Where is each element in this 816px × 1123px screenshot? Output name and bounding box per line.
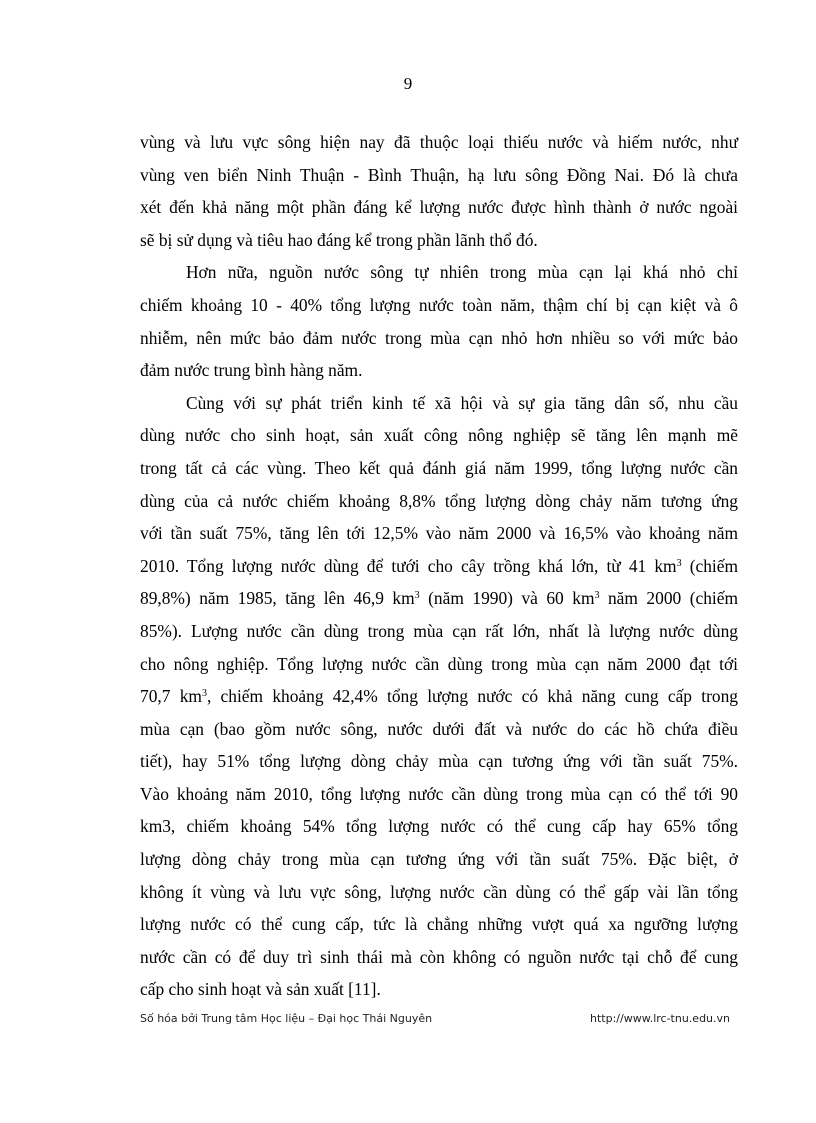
footer-credit: Số hóa bởi Trung tâm Học liệu – Đại học Thái Nguyên (140, 1012, 433, 1025)
text-line: cấp cho sinh hoạt và sản xuất [11]. (140, 979, 381, 1000)
superscript: 3 (676, 557, 682, 569)
text-line: với tần suất 75%, tăng lên tới 12,5% vào năm 2000 và 16,5% vào khoảng năm (140, 523, 738, 544)
text-line: mùa cạn (bao gồm nước sông, nước dưới đất và nước do các hồ chứa điều (140, 718, 738, 739)
text-line: sẽ bị sử dụng và tiêu hao đáng kể trong phần lãnh thổ đó. (140, 229, 538, 250)
paragraph (140, 126, 738, 256)
text-line: trong tất cả các vùng. Theo kết quả đánh giá năm 1999, tổng lượng nước cần (140, 457, 738, 478)
text-line: đảm nước trung bình hàng năm. (140, 360, 363, 381)
text-line: vùng và lưu vực sông hiện nay đã thuộc loại thiếu nước và hiếm nước, như (140, 132, 738, 152)
text-line: dùng của cả nước chiếm khoảng 8,8% tổng lượng dòng chảy năm tương ứng (140, 490, 738, 511)
superscript: 3 (414, 590, 420, 602)
page-footer (140, 1012, 730, 1025)
superscript: 3 (201, 688, 207, 700)
text-line (140, 550, 738, 583)
paragraph (140, 256, 738, 386)
footer-url: http://www.lrc-tnu.edu.vn (590, 1012, 730, 1025)
text-line (140, 680, 738, 713)
paragraph (140, 387, 738, 1006)
text-run: , chiếm khoảng 42,4% tổng lượng nước có khả năng cung cấp trong (206, 686, 738, 707)
text-line: xét đến khả năng một phần đáng kể lượng nước được hình thành ở nước ngoài (140, 197, 738, 218)
text-run: 89,8%) năm 1985, tăng lên 46,9 km (140, 588, 415, 609)
page-number: 9 (403, 74, 413, 93)
text-line: dùng nước cho sinh hoạt, sản xuất công nông nghiệp sẽ tăng lên mạnh mẽ (140, 425, 738, 446)
text-run: 70,7 km (140, 686, 202, 707)
body-text (140, 126, 738, 1006)
text-line: nước cần có để duy trì sinh thái mà còn không có nguồn nước tại chỗ để cung (140, 946, 738, 967)
text-line: tiết), hay 51% tổng lượng dòng chảy mùa cạn tương ứng với tần suất 75%. (140, 751, 738, 772)
text-line: lượng nước có thể cung cấp, tức là chẳng những vượt quá xa ngưỡng lượng (140, 914, 738, 935)
text-line: Vào khoảng năm 2010, tổng lượng nước cần dùng trong mùa cạn có thể tới 90 (140, 783, 738, 804)
text-run: năm 2000 (chiếm (599, 588, 738, 609)
text-line: km3, chiếm khoảng 54% tổng lượng nước có thể cung cấp hay 65% tổng (140, 816, 738, 837)
text-line: 85%). Lượng nước cần dùng trong mùa cạn rất lớn, nhất là lượng nước dùng (140, 620, 738, 641)
text-run: (năm 1990) và 60 km (419, 588, 595, 609)
text-line: Hơn nữa, nguồn nước sông tự nhiên trong mùa cạn lại khá nhỏ chỉ (186, 262, 738, 283)
text-run: (chiếm (681, 555, 738, 576)
text-line: không ít vùng và lưu vực sông, lượng nước cần dùng có thể gấp vài lần tổng (140, 881, 738, 902)
text-line: chiếm khoảng 10 - 40% tổng lượng nước toàn năm, thậm chí bị cạn kiệt và ô (140, 294, 738, 315)
text-run: 2010. Tổng lượng nước dùng để tưới cho cây trồng khá lớn, từ 41 km (140, 555, 677, 576)
text-line (140, 582, 738, 615)
superscript: 3 (594, 590, 600, 602)
text-line: cho nông nghiệp. Tổng lượng nước cần dùng trong mùa cạn năm 2000 đạt tới (140, 653, 738, 674)
text-line: nhiễm, nên mức bảo đảm nước trong mùa cạn nhỏ hơn nhiều so với mức bảo (140, 327, 738, 348)
text-line: Cùng với sự phát triển kinh tế xã hội và sự gia tăng dân số, nhu cầu (186, 392, 738, 413)
text-line: vùng ven biển Ninh Thuận - Bình Thuận, hạ lưu sông Đồng Nai. Đó là chưa (140, 164, 738, 185)
text-line: lượng dòng chảy trong mùa cạn tương ứng với tần suất 75%. Đặc biệt, ở (140, 849, 738, 870)
